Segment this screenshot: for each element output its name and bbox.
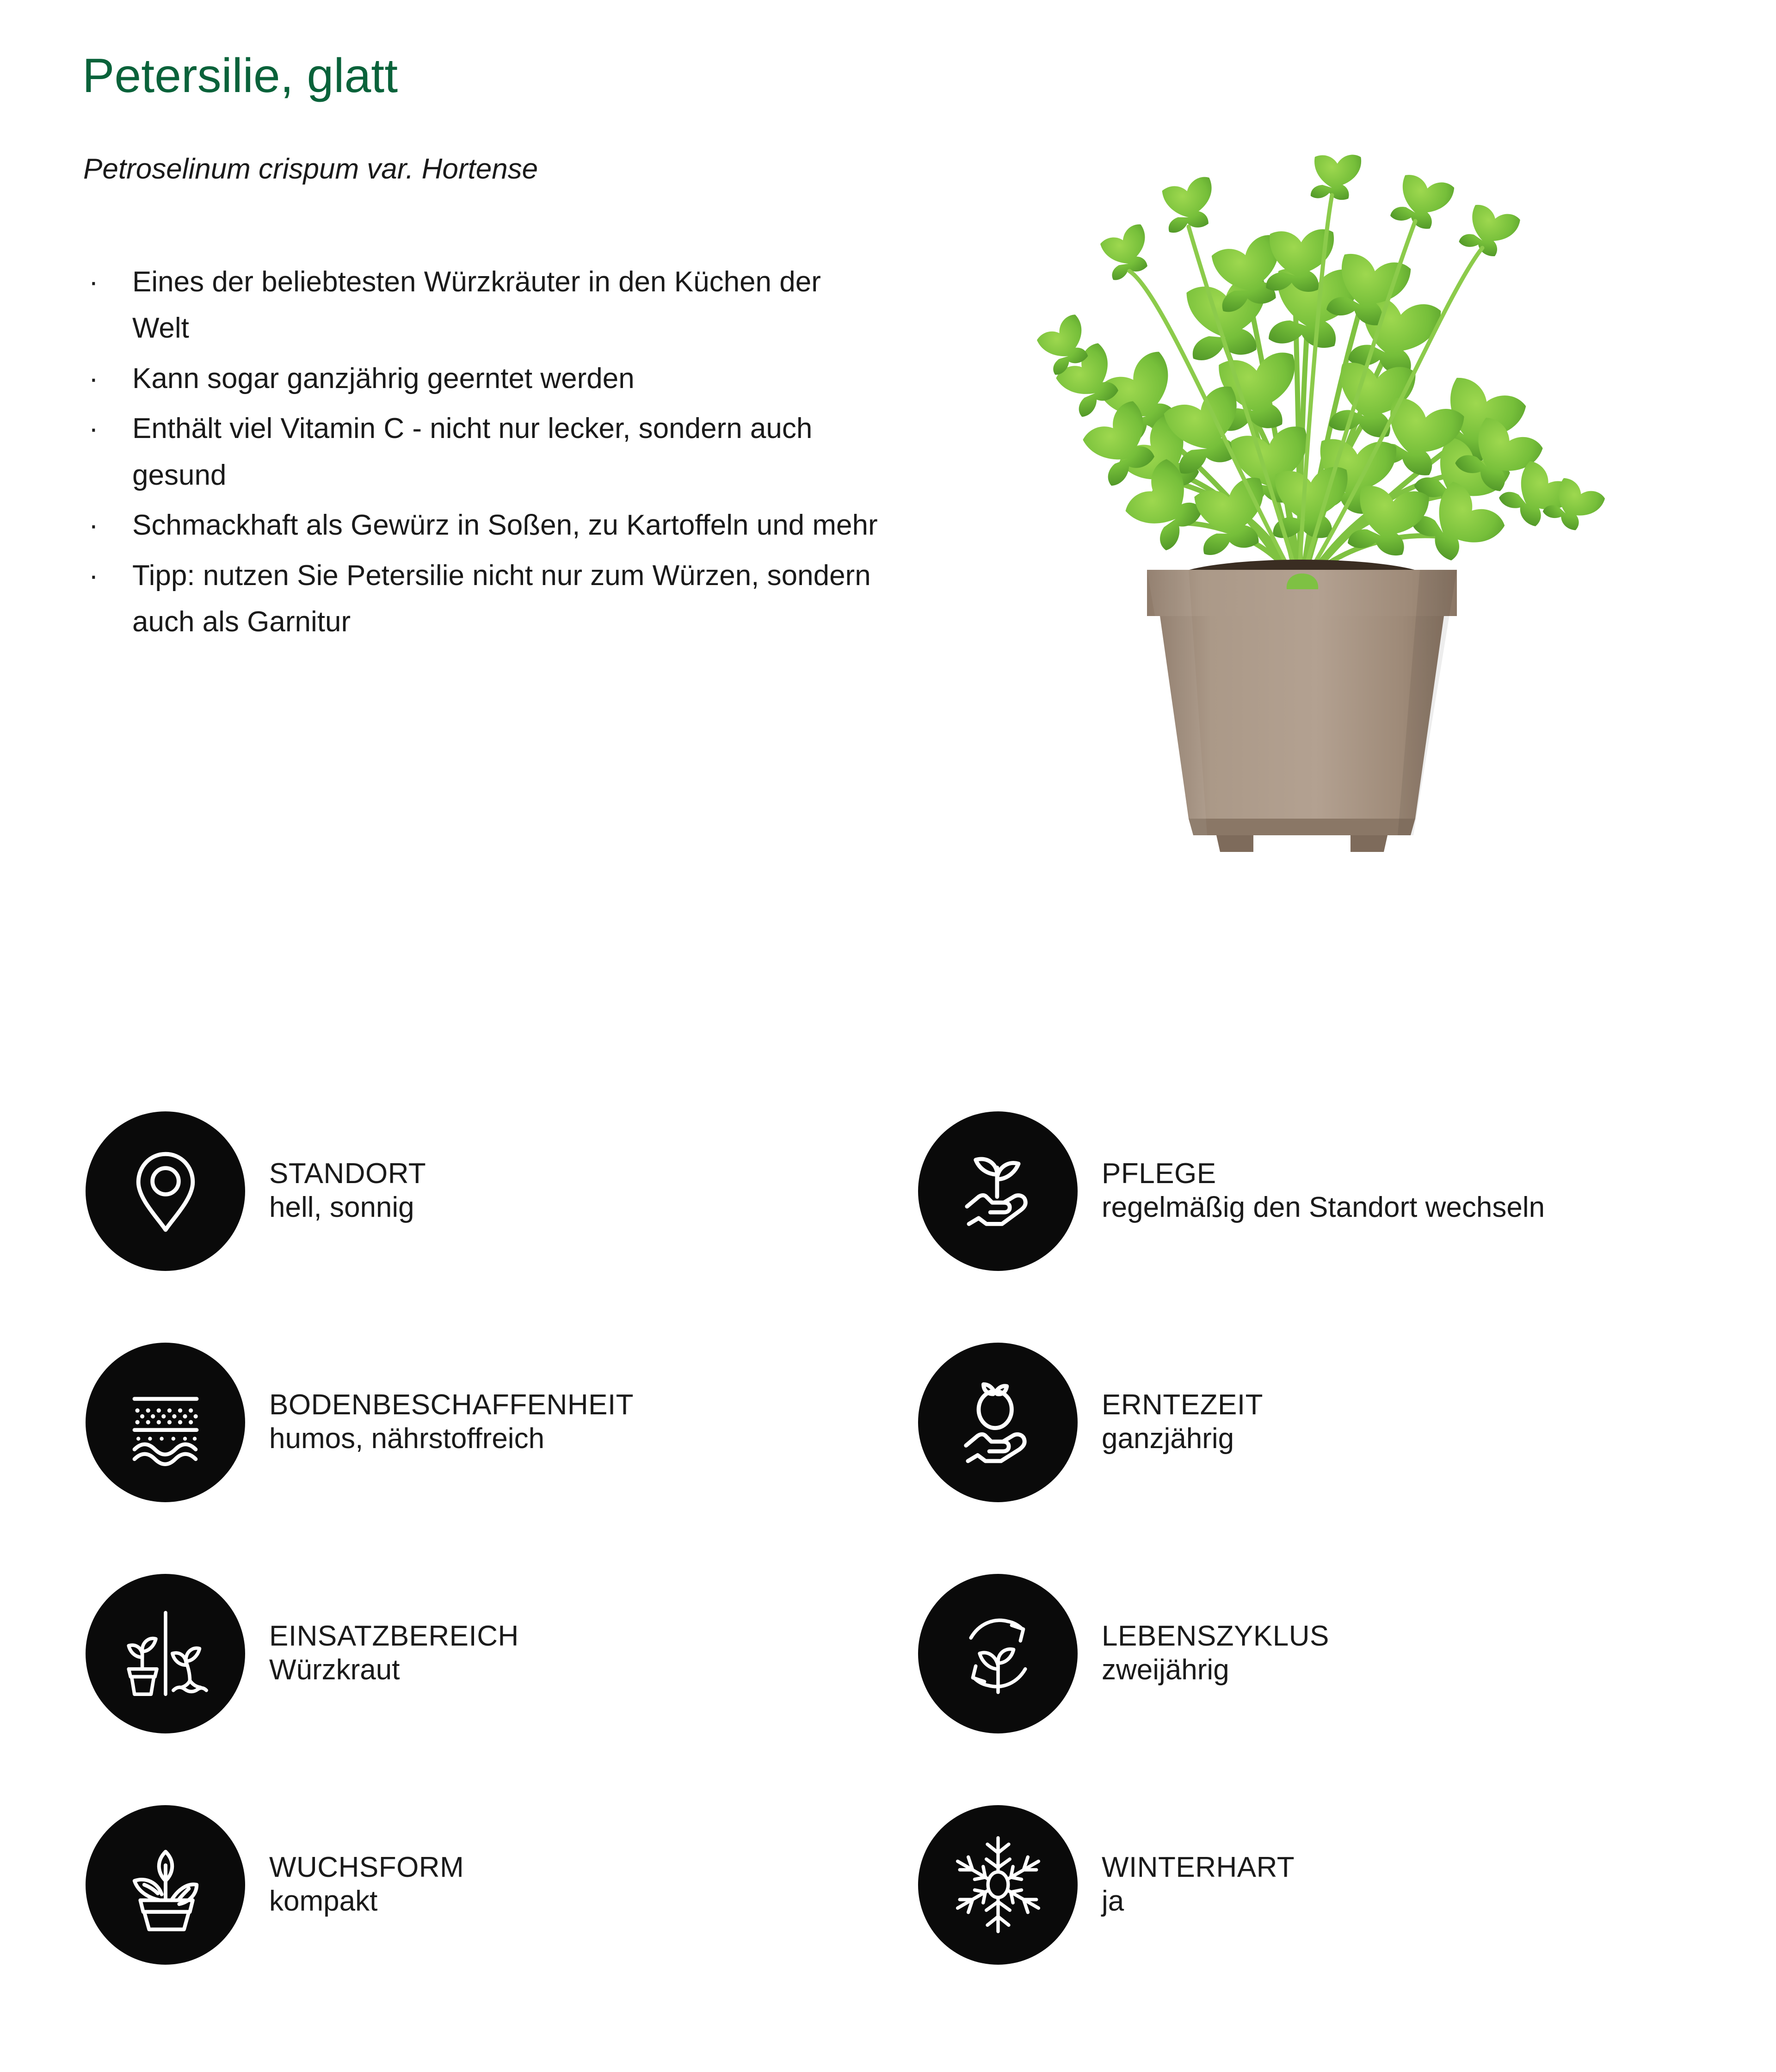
bullet-marker: · xyxy=(89,413,99,445)
attribute-pflege xyxy=(918,1101,1760,1281)
location-pin-icon xyxy=(86,1111,245,1271)
bullet-marker: · xyxy=(89,362,99,395)
page-title: Petersilie, glatt xyxy=(82,49,398,103)
list-item xyxy=(82,259,878,352)
parsley-plant-illustration xyxy=(930,97,1679,883)
attribute-text xyxy=(1102,1619,1329,1688)
list-item xyxy=(82,502,878,549)
attribute-erntezeit xyxy=(918,1332,1760,1512)
attribute-value: ja xyxy=(1102,1885,1124,1918)
bullet-marker: · xyxy=(89,509,99,542)
bullet-marker: · xyxy=(89,559,99,592)
snowflake-icon xyxy=(918,1805,1078,1965)
pot-and-ground-plant-icon xyxy=(86,1574,245,1733)
attribute-label: BODENBESCHAFFENHEIT xyxy=(269,1389,634,1421)
list-item xyxy=(82,406,878,499)
attribute-text xyxy=(269,1388,634,1456)
attribute-label: EINSATZBEREICH xyxy=(269,1620,519,1653)
attribute-value: zweijährig xyxy=(1102,1654,1229,1686)
list-item-text: Kann sogar ganzjährig geerntet werden xyxy=(132,362,635,395)
life-cycle-arrows-icon xyxy=(918,1574,1078,1733)
attribute-text xyxy=(1102,1388,1263,1456)
attribute-value: humos, nährstoffreich xyxy=(269,1423,545,1455)
feature-list xyxy=(82,259,878,649)
hand-with-sprout-icon xyxy=(918,1111,1078,1271)
attribute-standort xyxy=(86,1101,872,1281)
attribute-value: regelmäßig den Standort wechseln xyxy=(1102,1191,1545,1224)
attribute-text xyxy=(1102,1157,1545,1225)
attribute-row xyxy=(0,1101,1776,1332)
attribute-row xyxy=(0,1332,1776,1563)
attribute-text xyxy=(269,1157,426,1225)
attribute-text xyxy=(1102,1850,1295,1919)
list-item-text: Eines der beliebtesten Würzkräuter in den Küchen der Welt xyxy=(132,266,821,345)
attribute-winterhart xyxy=(918,1794,1760,1975)
attribute-row xyxy=(0,1794,1776,2026)
product-photo xyxy=(930,97,1679,883)
attribute-value: kompakt xyxy=(269,1885,378,1918)
attribute-label: PFLEGE xyxy=(1102,1158,1216,1190)
attribute-text xyxy=(269,1850,464,1919)
attribute-lebenszyklus xyxy=(918,1563,1760,1744)
attribute-row xyxy=(0,1563,1776,1794)
soil-layers-icon xyxy=(86,1343,245,1502)
list-item xyxy=(82,356,878,402)
attribute-value: ganzjährig xyxy=(1102,1423,1234,1455)
attribute-value: hell, sonnig xyxy=(269,1191,414,1224)
attribute-label: LEBENSZYKLUS xyxy=(1102,1620,1329,1653)
attribute-label: STANDORT xyxy=(269,1158,426,1190)
attribute-einsatzbereich xyxy=(86,1563,872,1744)
hand-with-fruit-icon xyxy=(918,1343,1078,1502)
list-item-text: Schmackhaft als Gewürz in Soßen, zu Kartoffeln und mehr xyxy=(132,509,878,542)
attribute-wuchsform xyxy=(86,1794,872,1975)
list-item xyxy=(82,553,878,646)
bullet-marker: · xyxy=(89,266,99,298)
attribute-label: WUCHSFORM xyxy=(269,1851,464,1884)
attribute-grid xyxy=(0,1101,1776,2026)
attribute-label: ERNTEZEIT xyxy=(1102,1389,1263,1421)
list-item-text: Tipp: nutzen Sie Petersilie nicht nur zum Würzen, sondern auch als Garnitur xyxy=(132,559,871,638)
attribute-bodenbeschaffenheit xyxy=(86,1332,872,1512)
list-item-text: Enthält viel Vitamin C - nicht nur lecker, sondern auch gesund xyxy=(132,413,813,491)
attribute-text xyxy=(269,1619,519,1688)
potted-plant-icon xyxy=(86,1805,245,1965)
botanical-name: Petroselinum crispum var. Hortense xyxy=(83,153,538,185)
attribute-value: Würzkraut xyxy=(269,1654,400,1686)
attribute-label: WINTERHART xyxy=(1102,1851,1295,1884)
